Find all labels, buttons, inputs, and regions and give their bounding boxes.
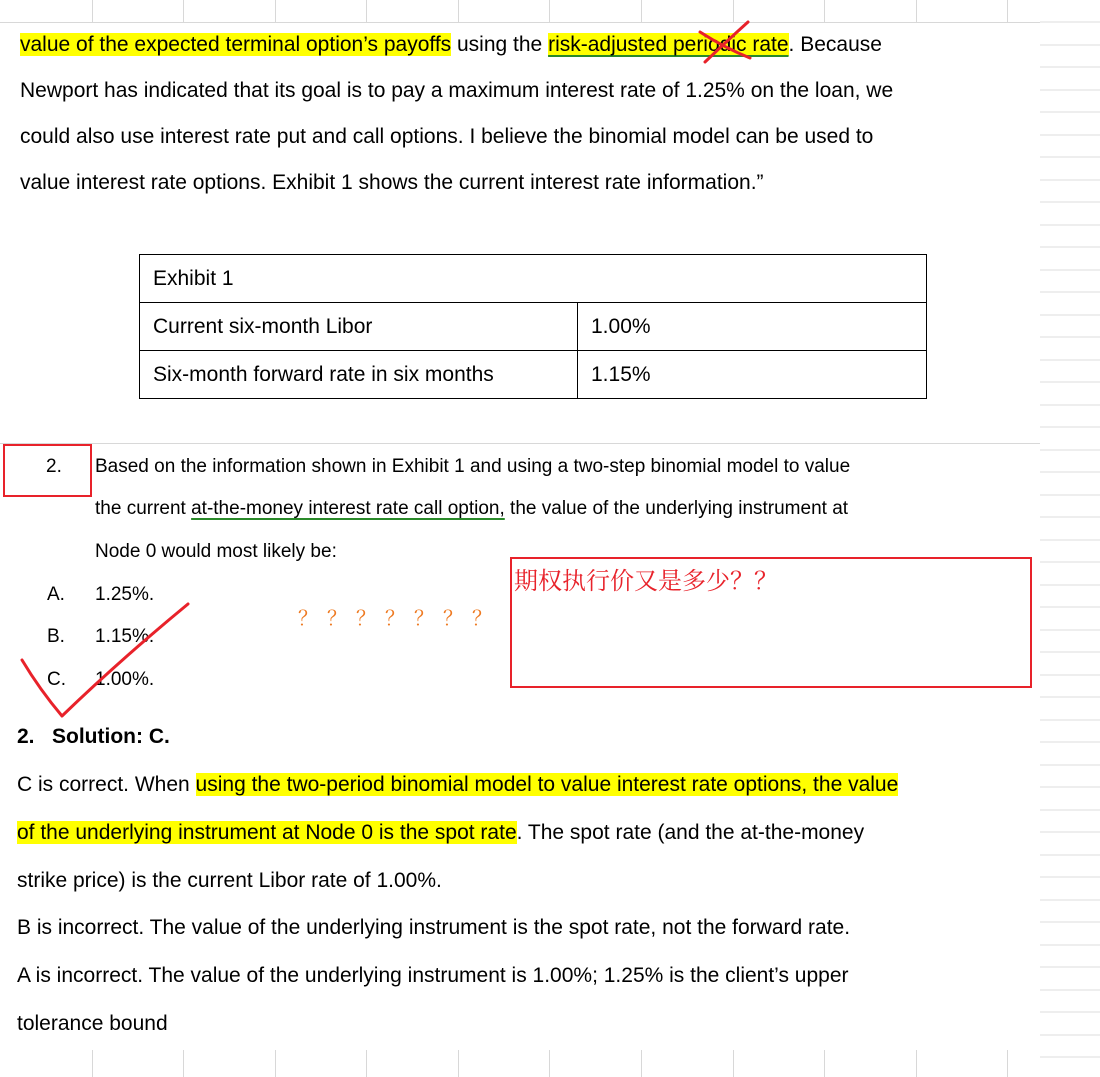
solution-line-1 [17, 773, 898, 797]
intro-text: using the [451, 33, 549, 56]
note-text: 期权执行价又是多少？？ [514, 567, 778, 595]
solution-line-6: tolerance bound [17, 1012, 168, 1035]
intro-text: . Because [788, 33, 882, 56]
solution-line-5: A is incorrect. The value of the underlying instrument is 1.00%; 1.25% is the client’s upper [17, 964, 849, 987]
exhibit-cell-value: 1.15% [578, 351, 927, 399]
option-a-text[interactable]: 1.25%. [95, 584, 155, 605]
exhibit-cell-label: Six-month forward rate in six months [140, 351, 578, 399]
question-line-3: Node 0 would most likely be: [95, 541, 337, 562]
option-c-text[interactable]: 1.00%. [95, 669, 155, 690]
option-b-text[interactable]: 1.15%. [95, 626, 155, 647]
solution-highlight: of the underlying instrument at Node 0 is the spot rate [17, 821, 517, 844]
intro-highlight-1: value of the expected terminal option’s payoffs [20, 33, 452, 56]
question-number: 2. [46, 456, 62, 477]
solution-highlight: using the two-period binomial model to value interest rate options, the value [195, 773, 899, 796]
intro-highlight-2: risk-adjusted periodic rate [548, 33, 789, 56]
exhibit-cell-value: 1.00% [578, 303, 927, 351]
exhibit-title: Exhibit 1 [140, 255, 927, 303]
solution-line-4: B is incorrect. The value of the underlying instrument is the spot rate, not the forward rate. [17, 916, 851, 939]
intro-line-3: could also use interest rate put and call options. I believe the binomial model can be used to [20, 125, 874, 148]
option-b-letter[interactable]: B. [47, 626, 65, 647]
option-c-letter[interactable]: C. [47, 669, 66, 690]
solution-line-3: strike price) is the current Libor rate of 1.00%. [17, 869, 442, 892]
solution-text: C is correct. When [17, 773, 196, 796]
solution-line-2 [17, 821, 864, 845]
intro-line-2: Newport has indicated that its goal is to pay a maximum interest rate of 1.25% on the loan, we [20, 79, 894, 102]
intro-line-4: value interest rate options. Exhibit 1 shows the current interest rate information.” [20, 171, 764, 194]
question-line-1: Based on the information shown in Exhibit 1 and using a two-step binomial model to value [95, 456, 851, 477]
question-text: the current [95, 498, 192, 519]
option-a-letter[interactable]: A. [47, 584, 65, 605]
exhibit-cell-label: Current six-month Libor [140, 303, 578, 351]
solution-text: . The spot rate (and the at-the-money [516, 821, 865, 844]
question-marks-note: ？？？？？？？ [298, 606, 501, 630]
solution-heading: 2. Solution: C. [17, 725, 170, 748]
question-underlined: at-the-money interest rate call option, [191, 498, 505, 519]
question-text: the value of the underlying instrument at [504, 498, 849, 519]
